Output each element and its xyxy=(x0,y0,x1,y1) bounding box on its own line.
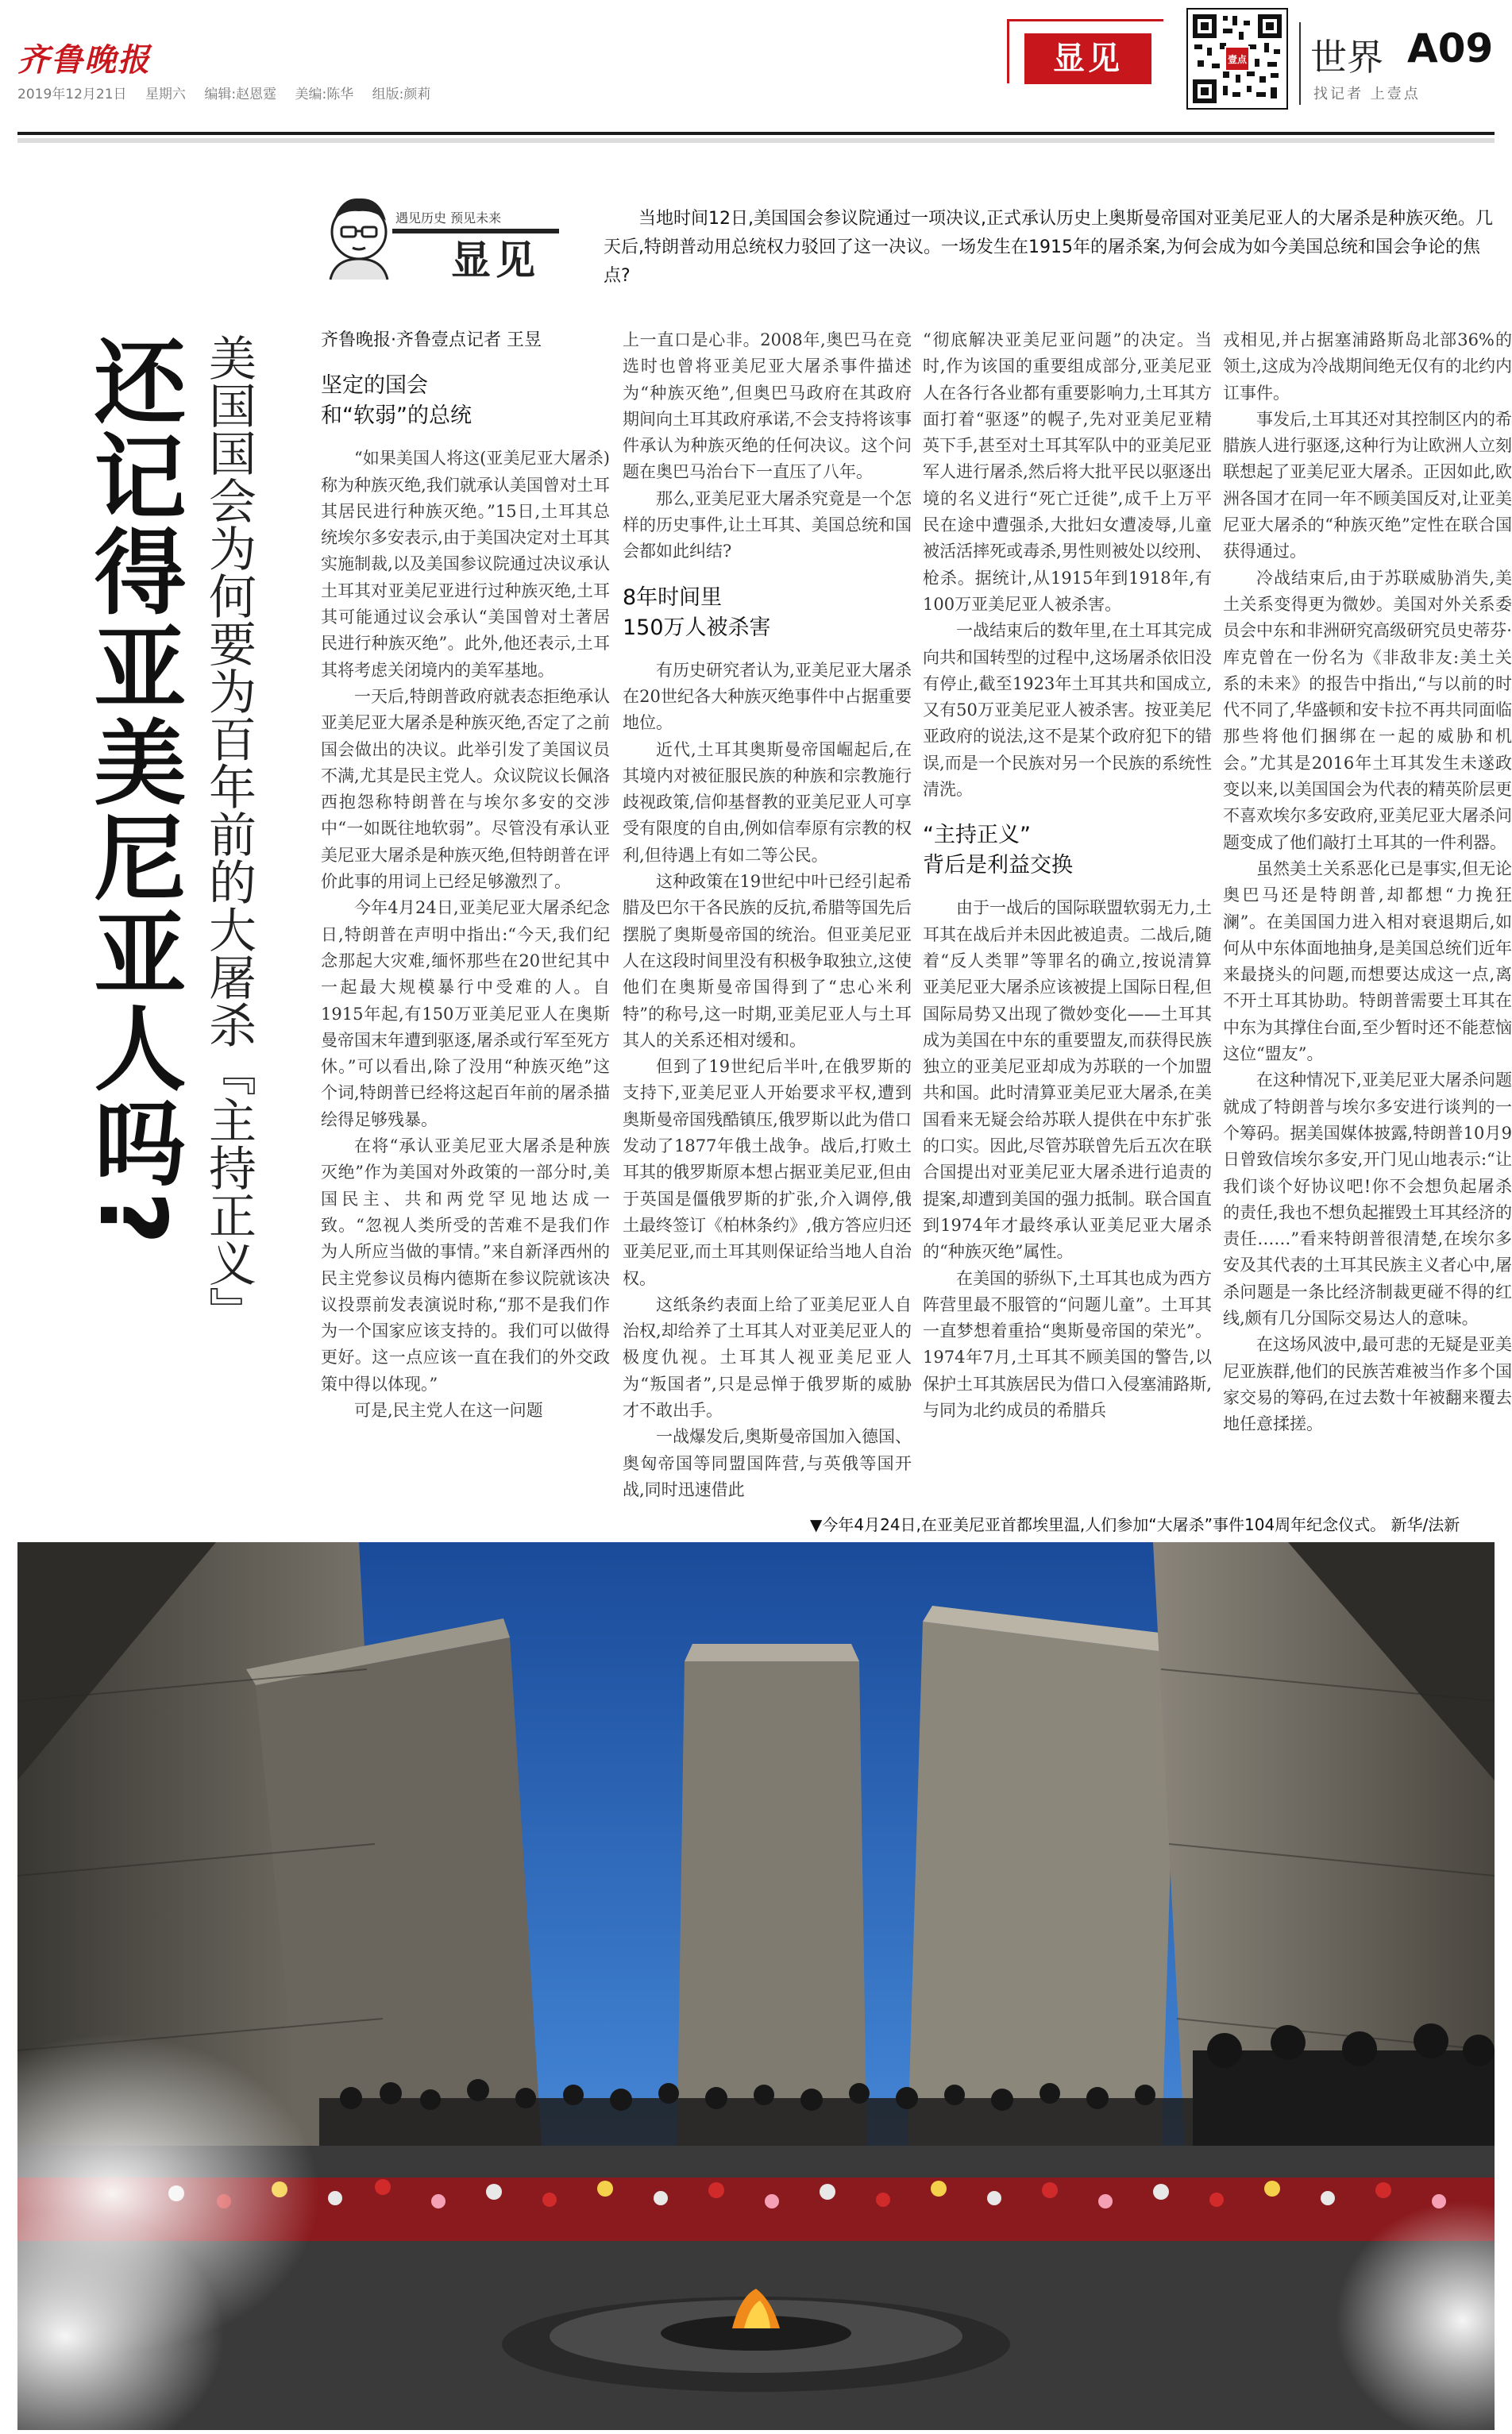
section-subheading-1: 坚定的国会 和“软弱”的总统 xyxy=(321,373,472,429)
memorial-photo xyxy=(17,1542,1495,2430)
paragraph: “彻底解决亚美尼亚问题”的决定。当时,作为该国的重要组成部分,亚美尼亚人在各行各业都有重要影响力,土耳其方面打着“驱逐”的幌子,先对亚美尼亚精英下手,甚至对土耳其军队中的亚美尼亚军人进行屠杀,然后将大批平民以驱逐出境的名义进行“死亡迁徙”,成千上万平民在途中遭强杀,大批妇女遭凌辱,儿童被活活摔死或毒杀,男性则被处以绞刑、枪杀。据统计,从1915年到1918年,有100万亚美尼亚人被杀害。 xyxy=(923,330,1212,614)
paragraph: 这纸条约表面上给了亚美尼亚人自治权,却给养了土耳其人对亚美尼亚人的极度仇视。土耳其人视亚美尼亚人为“叛国者”,只是忌惮于俄罗斯的威胁才不敢出手。 xyxy=(623,1294,912,1420)
headline: 还记得亚美尼亚人吗? xyxy=(79,334,186,1248)
column-logo-title: 显见 xyxy=(451,237,540,284)
paragraph: 事发后,土耳其还对其控制区内的希腊族人进行驱逐,这种行为让欧洲人立刻联想起了亚美尼亚大屠杀。正因如此,欧洲各国才在同一年不顾美国反对,让亚美尼亚大屠杀的“种族灭绝”定性在联合国获得通过。 xyxy=(1223,409,1512,561)
column-logo-slogan: 遇见历史 预见未来 xyxy=(395,210,502,226)
layout-credit: 组版:颜莉 xyxy=(372,87,431,102)
page-number: A09 xyxy=(1407,25,1494,71)
reporter-line: 找记者 上壹点 xyxy=(1313,86,1421,102)
photo-caption: ▼今年4月24日,在亚美尼亚首都埃里温,人们参加“大屠杀”事件104周年纪念仪式。 新华/法新 xyxy=(810,1515,1460,1534)
issue-info xyxy=(17,83,445,102)
section-subheading-2: 8年时间里 150万人被杀害 xyxy=(623,584,771,640)
editor-credit: 编辑:赵恩霆 xyxy=(204,87,277,102)
article-column-4 xyxy=(1223,327,1512,1437)
paragraph: 上一直口是心非。2008年,奥巴马在竞选时也曾将亚美尼亚大屠杀事件描述为“种族灭绝”,但奥巴马政府在其政府期间向土耳其政府承诺,不会支持将该事件承认为种族灭绝的任何决议。这个问题在奥巴马治台下一直压了八年。 xyxy=(623,330,912,482)
section-subheading-3: “主持正义” 背后是利益交换 xyxy=(923,823,1073,878)
column-tag: 显见 xyxy=(1024,33,1151,84)
paragraph: 一天后,特朗普政府就表态拒绝承认亚美尼亚大屠杀是种族灭绝,否定了之前国会做出的决议。此举引发了美国议员不满,尤其是民主党人。众议院议长佩洛西抱怨称特朗普在与埃尔多安的交涉中“一如既往地软弱”。尽管没有承认亚美尼亚大屠杀是种族灭绝,但特朗普在评价此事的用词上已经足够激烈了。 xyxy=(321,686,610,892)
byline: 齐鲁晚报·齐鲁壹点记者 王昱 xyxy=(321,330,542,350)
art-credit: 美编:陈华 xyxy=(295,87,354,102)
paragraph: 戎相见,并占据塞浦路斯岛北部36%的领土,这成为冷战期间绝无仅有的北约内讧事件。 xyxy=(1223,330,1512,403)
paragraph: 这种政策在19世纪中叶已经引起希腊及巴尔干各民族的反抗,希腊等国先后摆脱了奥斯曼帝国的统治。但亚美尼亚人在这段时间里没有积极争取独立,这使他们在奥斯曼帝国得到了“忠心米利特”的称号,这一时期,亚美尼亚人与土耳其人的关系还相对缓和。 xyxy=(623,872,912,1050)
masthead-rule xyxy=(17,132,1495,135)
svg-text:壹点: 壹点 xyxy=(1227,54,1248,65)
article-column-3 xyxy=(923,327,1212,1424)
paragraph: “如果美国人将这(亚美尼亚大屠杀)称为种族灭绝,我们就承认美国曾对土耳其居民进行种族灭绝。”15日,土耳其总统埃尔多安表示,由于美国决定对土耳其实施制裁,以及美国参议院通过决议承认土耳其对亚美尼亚进行过种族灭绝,土耳其可能通过议会承认“美国曾对土著居民进行种族灭绝”。此外,他还表示,土耳其将考虑关闭境内的美军基地。 xyxy=(321,449,610,680)
paragraph: 在这场风波中,最可悲的无疑是亚美尼亚族群,他们的民族苦难被当作多个国家交易的筹码,在过去数十年被翻来覆去地任意揉搓。 xyxy=(1223,1335,1512,1434)
article-column-2 xyxy=(623,327,912,1503)
paragraph: 在将“承认亚美尼亚大屠杀是种族灭绝”作为美国对外政策的一部分时,美国民主、共和两党罕见地达成一致。“忽视人类所受的苦难不是我们作为人所应当做的事情。”来自新泽西州的民主党参议员梅内德斯在参议院就该决议投票前发表演说时称,“那不是我们作为一个国家应该支持的。我们可以做得更好。这一点应该一直在我们的外交政策中得以体现。” xyxy=(321,1136,610,1394)
paragraph: 在美国的骄纵下,土耳其也成为西方阵营里最不服管的“问题儿童”。土耳其一直梦想着重拾“奥斯曼帝国的荣光”。1974年7月,土耳其不顾美国的警告,以保护土耳其族居民为借口入侵塞浦路斯,与同为北约成员的希腊兵 xyxy=(923,1268,1212,1420)
paragraph: 虽然美土关系恶化已是事实,但无论奥巴马还是特朗普,却都想“力挽狂澜”。在美国国力进入相对衰退期后,如何从中东体面地抽身,是美国总统们近年来最挠头的问题,而想要达成这一点,离不开土耳其协助。特朗普需要土耳其在中东为其撑住台面,至少暂时还不能惹恼这位“盟友”。 xyxy=(1223,858,1512,1064)
article-lead: 当地时间12日,美国国会参议院通过一项决议,正式承认历史上奥斯曼帝国对亚美尼亚人的大屠杀是种族灭绝。几天后,特朗普动用总统权力驳回了这一决议。一场发生在1915年的屠杀案,为何会成为如今美国总统和国会争论的焦点? xyxy=(604,209,1493,286)
section-divider xyxy=(1299,22,1301,105)
paragraph: 可是,民主党人在这一问题 xyxy=(354,1400,543,1420)
paragraph: 近代,土耳其奥斯曼帝国崛起后,在其境内对被征服民族的种族和宗教施行歧视政策,信仰基督教的亚美尼亚人可享受有限度的自由,例如信奉原有宗教的权利,但待遇上有如二等公民。 xyxy=(623,739,912,865)
masthead-rule-shadow xyxy=(17,138,1495,143)
issue-date: 2019年12月21日 xyxy=(17,87,127,102)
paragraph: 一战结束后的数年里,在土耳其完成向共和国转型的过程中,这场屠杀依旧没有停止,截至1923年土耳其共和国成立,又有50万亚美尼亚人被杀害。按亚美尼亚政府的说法,这不是某个政府犯下的错误,而是一个民族对另一个民族的系统性清洗。 xyxy=(923,621,1212,800)
issue-weekday: 星期六 xyxy=(145,87,186,102)
subheadline: 美国国会为何要为百年前的大屠杀『主持正义』 xyxy=(201,334,256,1334)
paragraph: 冷战结束后,由于苏联威胁消失,美土关系变得更为微妙。美国对外关系委员会中东和非洲研究高级研究员史蒂芬·库克曾在一份名为《非敌非友:美土关系的未来》的报告中指出,“与以前的时代不同了,华盛顿和安卡拉不再共同面临那些将他们捆绑在一起的威胁和机会。”尤其是2016年土耳其发生未遂政变以来,以美国国会为代表的精英阶层更不喜欢埃尔多安政府,亚美尼亚大屠杀问题变成了他们敲打土耳其的一件利器。 xyxy=(1223,568,1512,852)
newspaper-logo: 齐鲁晚报 xyxy=(17,41,151,79)
article-column-1 xyxy=(321,327,610,1424)
qr-code-icon xyxy=(1186,8,1288,110)
paragraph: 但到了19世纪后半叶,在俄罗斯的支持下,亚美尼亚人开始要求平权,遭到奥斯曼帝国残酷镇压,俄罗斯以此为借口发动了1877年俄土战争。战后,打败土耳其的俄罗斯原本想占据亚美尼亚,但由于英国是僵俄罗斯的扩张,介入调停,俄土最终签订《柏林条约》,俄方答应归还亚美尼亚,而土耳其则保证给当地人自治权。 xyxy=(623,1057,912,1288)
section-name: 世界 xyxy=(1310,36,1383,79)
paragraph: 今年4月24日,亚美尼亚大屠杀纪念日,特朗普在声明中指出:“今天,我们纪念那起大灾难,缅怀那些在20世纪其中一起最大规模暴行中受难的人。自1915年起,有150万亚美尼亚人在奥斯曼帝国末年遭到驱逐,屠杀或行军至死方休。”可以看出,除了没用“种族灭绝”这个词,特朗普已经将这起百年前的屠杀描绘得足够残暴。 xyxy=(321,898,610,1129)
paragraph: 那么,亚美尼亚大屠杀究竟是一个怎样的历史事件,让土耳其、美国总统和国会都如此纠结? xyxy=(623,488,912,561)
paragraph: 在这种情况下,亚美尼亚大屠杀问题就成了特朗普与埃尔多安进行谈判的一个筹码。据美国媒体披露,特朗普10月9日曾致信埃尔多安,开门见山地表示:“让我们谈个好协议吧!你不会想负起屠杀的责任,我也不想负起摧毁土耳其经济的责任……”看来特朗普很清楚,在埃尔多安及其代表的土耳其民族主义者心中,屠杀问题是一条比经济制裁更碰不得的红线,颇有几分国际交易达人的意味。 xyxy=(1223,1070,1512,1328)
paragraph: 有历史研究者认为,亚美尼亚大屠杀在20世纪各大种族灭绝事件中占据重要地位。 xyxy=(623,660,912,733)
paragraph: 一战爆发后,奥斯曼帝国加入德国、奥匈帝国等同盟国阵营,与英俄等国开战,同时迅速借此 xyxy=(623,1427,912,1499)
paragraph: 由于一战后的国际联盟软弱无力,土耳其在战后并未因此被追责。二战后,随着“反人类罪”等罪名的确立,按说清算亚美尼亚大屠杀应该被提上国际日程,但国际局势又出现了微妙变化——土耳其成为美国在中东的重要盟友,而获得民族独立的亚美尼亚却成为苏联的一个加盟共和国。此时清算亚美尼亚大屠杀,在美国看来无疑会给苏联人提供在中东扩张的口实。因此,尽管苏联曾先后五次在联合国提出对亚美尼亚大屠杀进行追责的提案,却遭到美国的强力抵制。联合国直到1974年才最终承认亚美尼亚大屠杀的“种族灭绝”属性。 xyxy=(923,898,1212,1262)
